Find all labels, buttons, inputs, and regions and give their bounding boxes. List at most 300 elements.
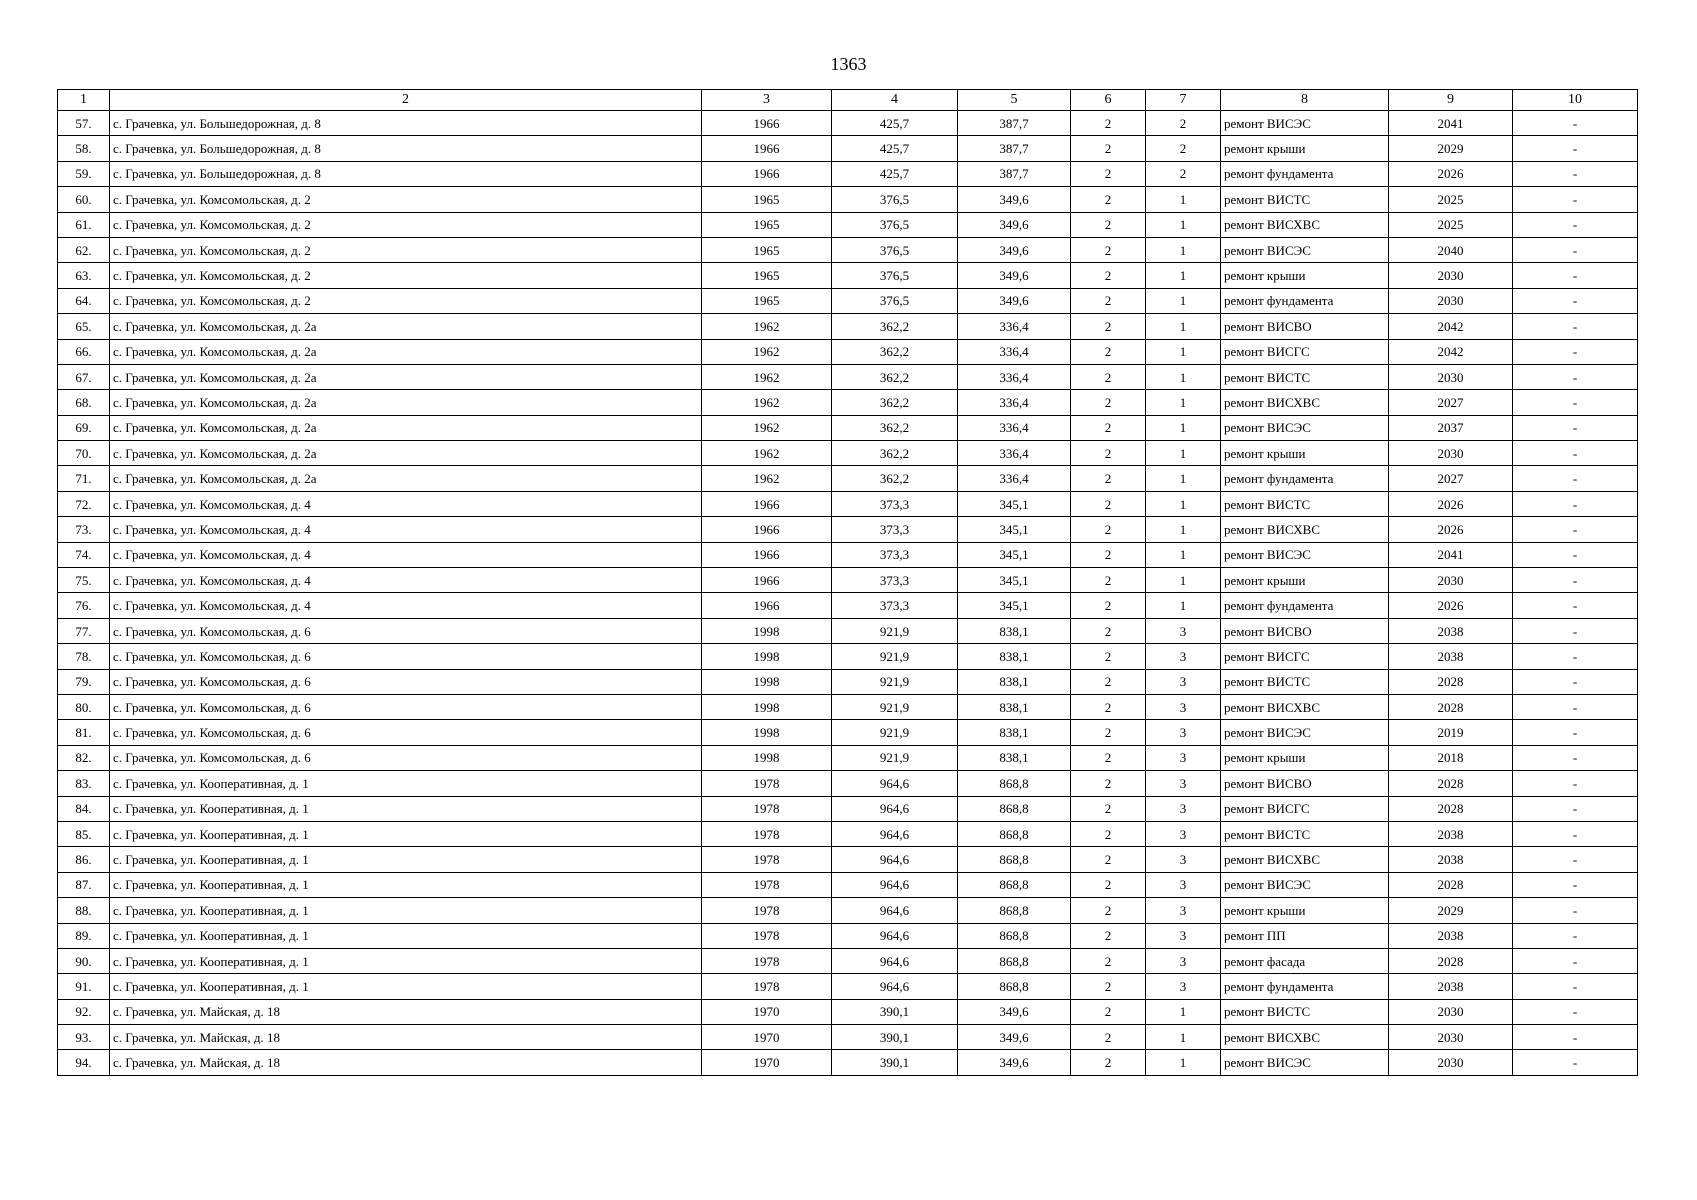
cell-living-area: 336,4 bbox=[958, 466, 1071, 491]
cell-row-number: 93. bbox=[58, 1025, 110, 1050]
cell-note: - bbox=[1513, 441, 1638, 466]
cell-total-area: 964,6 bbox=[832, 872, 958, 897]
cell-floors: 2 bbox=[1071, 364, 1146, 389]
cell-living-area: 387,7 bbox=[958, 111, 1071, 136]
cell-note: - bbox=[1513, 517, 1638, 542]
cell-row-number: 88. bbox=[58, 898, 110, 923]
cell-entrances: 1 bbox=[1146, 441, 1221, 466]
cell-living-area: 838,1 bbox=[958, 745, 1071, 770]
column-header-10: 10 bbox=[1513, 90, 1638, 111]
table-row bbox=[58, 593, 1638, 618]
cell-work-type: ремонт ВИСЭС bbox=[1221, 415, 1389, 440]
table-row bbox=[58, 669, 1638, 694]
cell-note: - bbox=[1513, 568, 1638, 593]
cell-year-built: 1970 bbox=[702, 1050, 832, 1075]
table-row bbox=[58, 771, 1638, 796]
cell-row-number: 57. bbox=[58, 111, 110, 136]
cell-row-number: 71. bbox=[58, 466, 110, 491]
cell-floors: 2 bbox=[1071, 1050, 1146, 1075]
cell-entrances: 2 bbox=[1146, 136, 1221, 161]
cell-planned-year: 2030 bbox=[1389, 288, 1513, 313]
cell-planned-year: 2041 bbox=[1389, 111, 1513, 136]
cell-row-number: 94. bbox=[58, 1050, 110, 1075]
cell-entrances: 1 bbox=[1146, 263, 1221, 288]
cell-planned-year: 2028 bbox=[1389, 872, 1513, 897]
table-row bbox=[58, 415, 1638, 440]
cell-floors: 2 bbox=[1071, 136, 1146, 161]
cell-entrances: 3 bbox=[1146, 771, 1221, 796]
cell-row-number: 84. bbox=[58, 796, 110, 821]
table-row bbox=[58, 948, 1638, 973]
cell-address: с. Грачевка, ул. Майская, д. 18 bbox=[110, 999, 702, 1024]
table-row bbox=[58, 339, 1638, 364]
cell-year-built: 1978 bbox=[702, 872, 832, 897]
cell-total-area: 964,6 bbox=[832, 847, 958, 872]
cell-planned-year: 2030 bbox=[1389, 364, 1513, 389]
cell-entrances: 1 bbox=[1146, 491, 1221, 516]
cell-year-built: 1966 bbox=[702, 111, 832, 136]
cell-row-number: 92. bbox=[58, 999, 110, 1024]
cell-row-number: 86. bbox=[58, 847, 110, 872]
cell-total-area: 921,9 bbox=[832, 669, 958, 694]
cell-note: - bbox=[1513, 847, 1638, 872]
cell-address: с. Грачевка, ул. Кооперативная, д. 1 bbox=[110, 948, 702, 973]
cell-work-type: ремонт ВИСЭС bbox=[1221, 111, 1389, 136]
cell-row-number: 65. bbox=[58, 314, 110, 339]
column-header-2: 2 bbox=[110, 90, 702, 111]
cell-entrances: 2 bbox=[1146, 111, 1221, 136]
cell-year-built: 1998 bbox=[702, 720, 832, 745]
cell-living-area: 838,1 bbox=[958, 618, 1071, 643]
cell-total-area: 376,5 bbox=[832, 288, 958, 313]
cell-row-number: 58. bbox=[58, 136, 110, 161]
cell-work-type: ремонт фундамента bbox=[1221, 593, 1389, 618]
cell-floors: 2 bbox=[1071, 771, 1146, 796]
cell-living-area: 838,1 bbox=[958, 644, 1071, 669]
table-row bbox=[58, 694, 1638, 719]
cell-floors: 2 bbox=[1071, 111, 1146, 136]
cell-entrances: 1 bbox=[1146, 466, 1221, 491]
cell-floors: 2 bbox=[1071, 288, 1146, 313]
cell-entrances: 1 bbox=[1146, 1025, 1221, 1050]
cell-floors: 2 bbox=[1071, 796, 1146, 821]
cell-year-built: 1962 bbox=[702, 339, 832, 364]
cell-entrances: 1 bbox=[1146, 212, 1221, 237]
cell-address: с. Грачевка, ул. Комсомольская, д. 2а bbox=[110, 364, 702, 389]
cell-address: с. Грачевка, ул. Комсомольская, д. 2а bbox=[110, 314, 702, 339]
cell-address: с. Грачевка, ул. Кооперативная, д. 1 bbox=[110, 898, 702, 923]
cell-row-number: 90. bbox=[58, 948, 110, 973]
cell-entrances: 3 bbox=[1146, 796, 1221, 821]
cell-entrances: 3 bbox=[1146, 694, 1221, 719]
cell-planned-year: 2037 bbox=[1389, 415, 1513, 440]
cell-total-area: 964,6 bbox=[832, 796, 958, 821]
cell-total-area: 373,3 bbox=[832, 491, 958, 516]
cell-total-area: 376,5 bbox=[832, 212, 958, 237]
cell-year-built: 1966 bbox=[702, 593, 832, 618]
cell-total-area: 921,9 bbox=[832, 694, 958, 719]
table-row bbox=[58, 821, 1638, 846]
cell-work-type: ремонт ВИСЭС bbox=[1221, 1050, 1389, 1075]
cell-year-built: 1962 bbox=[702, 364, 832, 389]
table-row bbox=[58, 1025, 1638, 1050]
cell-floors: 2 bbox=[1071, 263, 1146, 288]
cell-planned-year: 2038 bbox=[1389, 974, 1513, 999]
cell-address: с. Грачевка, ул. Комсомольская, д. 2 bbox=[110, 212, 702, 237]
cell-floors: 2 bbox=[1071, 694, 1146, 719]
cell-planned-year: 2030 bbox=[1389, 1050, 1513, 1075]
table-row bbox=[58, 745, 1638, 770]
table-row bbox=[58, 542, 1638, 567]
cell-note: - bbox=[1513, 187, 1638, 212]
cell-year-built: 1978 bbox=[702, 898, 832, 923]
cell-planned-year: 2026 bbox=[1389, 593, 1513, 618]
cell-year-built: 1962 bbox=[702, 314, 832, 339]
cell-total-area: 373,3 bbox=[832, 542, 958, 567]
cell-work-type: ремонт ВИСВО bbox=[1221, 771, 1389, 796]
cell-living-area: 868,8 bbox=[958, 771, 1071, 796]
cell-work-type: ремонт ВИСЭС bbox=[1221, 872, 1389, 897]
cell-entrances: 3 bbox=[1146, 745, 1221, 770]
cell-year-built: 1978 bbox=[702, 948, 832, 973]
cell-year-built: 1962 bbox=[702, 441, 832, 466]
cell-living-area: 838,1 bbox=[958, 694, 1071, 719]
cell-note: - bbox=[1513, 999, 1638, 1024]
cell-address: с. Грачевка, ул. Майская, д. 18 bbox=[110, 1050, 702, 1075]
cell-note: - bbox=[1513, 415, 1638, 440]
cell-planned-year: 2025 bbox=[1389, 212, 1513, 237]
cell-work-type: ремонт ПП bbox=[1221, 923, 1389, 948]
cell-living-area: 336,4 bbox=[958, 415, 1071, 440]
cell-living-area: 868,8 bbox=[958, 923, 1071, 948]
cell-planned-year: 2030 bbox=[1389, 999, 1513, 1024]
column-header-8: 8 bbox=[1221, 90, 1389, 111]
cell-living-area: 838,1 bbox=[958, 669, 1071, 694]
cell-address: с. Грачевка, ул. Большедорожная, д. 8 bbox=[110, 111, 702, 136]
cell-living-area: 349,6 bbox=[958, 212, 1071, 237]
cell-work-type: ремонт ВИСТС bbox=[1221, 999, 1389, 1024]
table-row bbox=[58, 364, 1638, 389]
cell-row-number: 83. bbox=[58, 771, 110, 796]
cell-year-built: 1962 bbox=[702, 390, 832, 415]
cell-note: - bbox=[1513, 111, 1638, 136]
cell-total-area: 390,1 bbox=[832, 1050, 958, 1075]
cell-address: с. Грачевка, ул. Комсомольская, д. 4 bbox=[110, 542, 702, 567]
cell-floors: 2 bbox=[1071, 999, 1146, 1024]
cell-work-type: ремонт ВИСХВС bbox=[1221, 847, 1389, 872]
cell-floors: 2 bbox=[1071, 339, 1146, 364]
cell-year-built: 1965 bbox=[702, 288, 832, 313]
cell-total-area: 964,6 bbox=[832, 974, 958, 999]
table-row bbox=[58, 237, 1638, 262]
cell-floors: 2 bbox=[1071, 466, 1146, 491]
cell-note: - bbox=[1513, 644, 1638, 669]
cell-floors: 2 bbox=[1071, 390, 1146, 415]
table-row bbox=[58, 390, 1638, 415]
table-row bbox=[58, 796, 1638, 821]
cell-row-number: 85. bbox=[58, 821, 110, 846]
cell-note: - bbox=[1513, 974, 1638, 999]
cell-year-built: 1966 bbox=[702, 517, 832, 542]
cell-total-area: 362,2 bbox=[832, 364, 958, 389]
cell-work-type: ремонт ВИСЭС bbox=[1221, 542, 1389, 567]
cell-row-number: 73. bbox=[58, 517, 110, 542]
page-number: 1363 bbox=[830, 54, 867, 74]
cell-address: с. Грачевка, ул. Комсомольская, д. 2а bbox=[110, 415, 702, 440]
cell-note: - bbox=[1513, 339, 1638, 364]
cell-address: с. Грачевка, ул. Комсомольская, д. 6 bbox=[110, 669, 702, 694]
cell-note: - bbox=[1513, 745, 1638, 770]
cell-work-type: ремонт ВИСЭС bbox=[1221, 237, 1389, 262]
table-body bbox=[58, 111, 1638, 1076]
cell-row-number: 62. bbox=[58, 237, 110, 262]
cell-living-area: 336,4 bbox=[958, 441, 1071, 466]
cell-living-area: 868,8 bbox=[958, 796, 1071, 821]
cell-entrances: 1 bbox=[1146, 999, 1221, 1024]
cell-row-number: 72. bbox=[58, 491, 110, 516]
cell-living-area: 868,8 bbox=[958, 974, 1071, 999]
cell-work-type: ремонт крыши bbox=[1221, 136, 1389, 161]
cell-row-number: 76. bbox=[58, 593, 110, 618]
cell-row-number: 60. bbox=[58, 187, 110, 212]
cell-address: с. Грачевка, ул. Комсомольская, д. 2а bbox=[110, 441, 702, 466]
table-row bbox=[58, 314, 1638, 339]
cell-floors: 2 bbox=[1071, 745, 1146, 770]
cell-floors: 2 bbox=[1071, 923, 1146, 948]
cell-work-type: ремонт ВИСХВС bbox=[1221, 1025, 1389, 1050]
cell-work-type: ремонт ВИСГС bbox=[1221, 796, 1389, 821]
cell-living-area: 868,8 bbox=[958, 948, 1071, 973]
cell-work-type: ремонт фундамента bbox=[1221, 974, 1389, 999]
cell-total-area: 362,2 bbox=[832, 466, 958, 491]
cell-living-area: 349,6 bbox=[958, 1025, 1071, 1050]
cell-note: - bbox=[1513, 1025, 1638, 1050]
cell-row-number: 69. bbox=[58, 415, 110, 440]
cell-total-area: 425,7 bbox=[832, 136, 958, 161]
cell-note: - bbox=[1513, 618, 1638, 643]
cell-note: - bbox=[1513, 491, 1638, 516]
cell-floors: 2 bbox=[1071, 644, 1146, 669]
cell-address: с. Грачевка, ул. Кооперативная, д. 1 bbox=[110, 974, 702, 999]
table-row bbox=[58, 847, 1638, 872]
cell-work-type: ремонт ВИСТС bbox=[1221, 821, 1389, 846]
cell-work-type: ремонт ВИСТС bbox=[1221, 364, 1389, 389]
cell-total-area: 390,1 bbox=[832, 999, 958, 1024]
column-number-row bbox=[58, 90, 1638, 111]
repair-schedule-table bbox=[57, 89, 1638, 1076]
table-row bbox=[58, 441, 1638, 466]
cell-work-type: ремонт ВИСВО bbox=[1221, 314, 1389, 339]
cell-address: с. Грачевка, ул. Кооперативная, д. 1 bbox=[110, 796, 702, 821]
cell-floors: 2 bbox=[1071, 314, 1146, 339]
cell-planned-year: 2038 bbox=[1389, 644, 1513, 669]
cell-entrances: 3 bbox=[1146, 644, 1221, 669]
cell-living-area: 387,7 bbox=[958, 136, 1071, 161]
cell-floors: 2 bbox=[1071, 872, 1146, 897]
cell-year-built: 1970 bbox=[702, 999, 832, 1024]
cell-work-type: ремонт крыши bbox=[1221, 263, 1389, 288]
cell-row-number: 74. bbox=[58, 542, 110, 567]
cell-year-built: 1966 bbox=[702, 542, 832, 567]
cell-total-area: 362,2 bbox=[832, 390, 958, 415]
cell-note: - bbox=[1513, 288, 1638, 313]
cell-work-type: ремонт ВИСХВС bbox=[1221, 694, 1389, 719]
cell-total-area: 376,5 bbox=[832, 263, 958, 288]
table-row bbox=[58, 161, 1638, 186]
cell-note: - bbox=[1513, 1050, 1638, 1075]
cell-floors: 2 bbox=[1071, 491, 1146, 516]
cell-address: с. Грачевка, ул. Комсомольская, д. 6 bbox=[110, 720, 702, 745]
cell-living-area: 345,1 bbox=[958, 593, 1071, 618]
cell-entrances: 3 bbox=[1146, 923, 1221, 948]
cell-total-area: 425,7 bbox=[832, 111, 958, 136]
cell-row-number: 89. bbox=[58, 923, 110, 948]
cell-living-area: 345,1 bbox=[958, 568, 1071, 593]
cell-work-type: ремонт ВИСХВС bbox=[1221, 212, 1389, 237]
cell-entrances: 3 bbox=[1146, 898, 1221, 923]
cell-address: с. Грачевка, ул. Кооперативная, д. 1 bbox=[110, 821, 702, 846]
cell-year-built: 1966 bbox=[702, 568, 832, 593]
cell-entrances: 1 bbox=[1146, 314, 1221, 339]
cell-row-number: 59. bbox=[58, 161, 110, 186]
cell-floors: 2 bbox=[1071, 948, 1146, 973]
cell-address: с. Грачевка, ул. Комсомольская, д. 4 bbox=[110, 491, 702, 516]
cell-total-area: 376,5 bbox=[832, 187, 958, 212]
cell-planned-year: 2030 bbox=[1389, 568, 1513, 593]
cell-total-area: 921,9 bbox=[832, 644, 958, 669]
cell-floors: 2 bbox=[1071, 542, 1146, 567]
cell-note: - bbox=[1513, 136, 1638, 161]
cell-entrances: 1 bbox=[1146, 568, 1221, 593]
cell-living-area: 868,8 bbox=[958, 898, 1071, 923]
cell-address: с. Грачевка, ул. Комсомольская, д. 6 bbox=[110, 644, 702, 669]
cell-total-area: 921,9 bbox=[832, 745, 958, 770]
cell-work-type: ремонт ВИСХВС bbox=[1221, 517, 1389, 542]
cell-planned-year: 2027 bbox=[1389, 390, 1513, 415]
cell-row-number: 77. bbox=[58, 618, 110, 643]
cell-address: с. Грачевка, ул. Комсомольская, д. 2 bbox=[110, 288, 702, 313]
cell-living-area: 838,1 bbox=[958, 720, 1071, 745]
cell-planned-year: 2029 bbox=[1389, 136, 1513, 161]
cell-entrances: 3 bbox=[1146, 948, 1221, 973]
cell-note: - bbox=[1513, 263, 1638, 288]
cell-address: с. Грачевка, ул. Кооперативная, д. 1 bbox=[110, 923, 702, 948]
cell-note: - bbox=[1513, 237, 1638, 262]
cell-note: - bbox=[1513, 364, 1638, 389]
table-row bbox=[58, 212, 1638, 237]
cell-year-built: 1978 bbox=[702, 974, 832, 999]
cell-planned-year: 2030 bbox=[1389, 441, 1513, 466]
cell-work-type: ремонт ВИСВО bbox=[1221, 618, 1389, 643]
cell-floors: 2 bbox=[1071, 212, 1146, 237]
cell-living-area: 349,6 bbox=[958, 237, 1071, 262]
cell-work-type: ремонт фундамента bbox=[1221, 466, 1389, 491]
cell-floors: 2 bbox=[1071, 517, 1146, 542]
cell-entrances: 3 bbox=[1146, 847, 1221, 872]
table-row bbox=[58, 136, 1638, 161]
cell-entrances: 2 bbox=[1146, 161, 1221, 186]
cell-entrances: 3 bbox=[1146, 821, 1221, 846]
cell-entrances: 1 bbox=[1146, 187, 1221, 212]
table-row bbox=[58, 263, 1638, 288]
cell-work-type: ремонт ВИСГС bbox=[1221, 339, 1389, 364]
cell-address: с. Грачевка, ул. Майская, д. 18 bbox=[110, 1025, 702, 1050]
cell-work-type: ремонт ВИСТС bbox=[1221, 187, 1389, 212]
cell-total-area: 390,1 bbox=[832, 1025, 958, 1050]
cell-planned-year: 2026 bbox=[1389, 161, 1513, 186]
cell-floors: 2 bbox=[1071, 415, 1146, 440]
cell-living-area: 349,6 bbox=[958, 288, 1071, 313]
cell-floors: 2 bbox=[1071, 568, 1146, 593]
cell-address: с. Грачевка, ул. Большедорожная, д. 8 bbox=[110, 161, 702, 186]
cell-planned-year: 2028 bbox=[1389, 948, 1513, 973]
table-row bbox=[58, 644, 1638, 669]
cell-note: - bbox=[1513, 720, 1638, 745]
cell-year-built: 1965 bbox=[702, 263, 832, 288]
cell-planned-year: 2040 bbox=[1389, 237, 1513, 262]
cell-year-built: 1978 bbox=[702, 771, 832, 796]
cell-row-number: 67. bbox=[58, 364, 110, 389]
cell-work-type: ремонт крыши bbox=[1221, 745, 1389, 770]
cell-row-number: 70. bbox=[58, 441, 110, 466]
cell-planned-year: 2038 bbox=[1389, 923, 1513, 948]
cell-floors: 2 bbox=[1071, 974, 1146, 999]
cell-entrances: 3 bbox=[1146, 720, 1221, 745]
cell-year-built: 1966 bbox=[702, 161, 832, 186]
table-row bbox=[58, 1050, 1638, 1075]
cell-planned-year: 2029 bbox=[1389, 898, 1513, 923]
cell-row-number: 63. bbox=[58, 263, 110, 288]
table-row bbox=[58, 288, 1638, 313]
cell-planned-year: 2042 bbox=[1389, 314, 1513, 339]
cell-address: с. Грачевка, ул. Комсомольская, д. 2а bbox=[110, 339, 702, 364]
cell-total-area: 373,3 bbox=[832, 568, 958, 593]
cell-entrances: 3 bbox=[1146, 872, 1221, 897]
cell-note: - bbox=[1513, 821, 1638, 846]
cell-entrances: 1 bbox=[1146, 237, 1221, 262]
cell-note: - bbox=[1513, 212, 1638, 237]
table-row bbox=[58, 111, 1638, 136]
table-row bbox=[58, 618, 1638, 643]
cell-row-number: 78. bbox=[58, 644, 110, 669]
cell-address: с. Грачевка, ул. Комсомольская, д. 4 bbox=[110, 517, 702, 542]
cell-planned-year: 2042 bbox=[1389, 339, 1513, 364]
column-header-4: 4 bbox=[832, 90, 958, 111]
cell-year-built: 1978 bbox=[702, 821, 832, 846]
cell-address: с. Грачевка, ул. Комсомольская, д. 2а bbox=[110, 390, 702, 415]
cell-planned-year: 2018 bbox=[1389, 745, 1513, 770]
cell-floors: 2 bbox=[1071, 593, 1146, 618]
cell-total-area: 964,6 bbox=[832, 821, 958, 846]
table-row bbox=[58, 491, 1638, 516]
cell-living-area: 336,4 bbox=[958, 314, 1071, 339]
cell-living-area: 349,6 bbox=[958, 999, 1071, 1024]
cell-entrances: 1 bbox=[1146, 339, 1221, 364]
cell-total-area: 964,6 bbox=[832, 898, 958, 923]
cell-living-area: 336,4 bbox=[958, 339, 1071, 364]
cell-floors: 2 bbox=[1071, 237, 1146, 262]
cell-living-area: 349,6 bbox=[958, 263, 1071, 288]
cell-living-area: 868,8 bbox=[958, 872, 1071, 897]
cell-year-built: 1998 bbox=[702, 669, 832, 694]
column-header-6: 6 bbox=[1071, 90, 1146, 111]
cell-note: - bbox=[1513, 923, 1638, 948]
cell-planned-year: 2019 bbox=[1389, 720, 1513, 745]
column-header-1: 1 bbox=[58, 90, 110, 111]
cell-address: с. Грачевка, ул. Комсомольская, д. 4 bbox=[110, 568, 702, 593]
cell-floors: 2 bbox=[1071, 720, 1146, 745]
cell-living-area: 345,1 bbox=[958, 542, 1071, 567]
